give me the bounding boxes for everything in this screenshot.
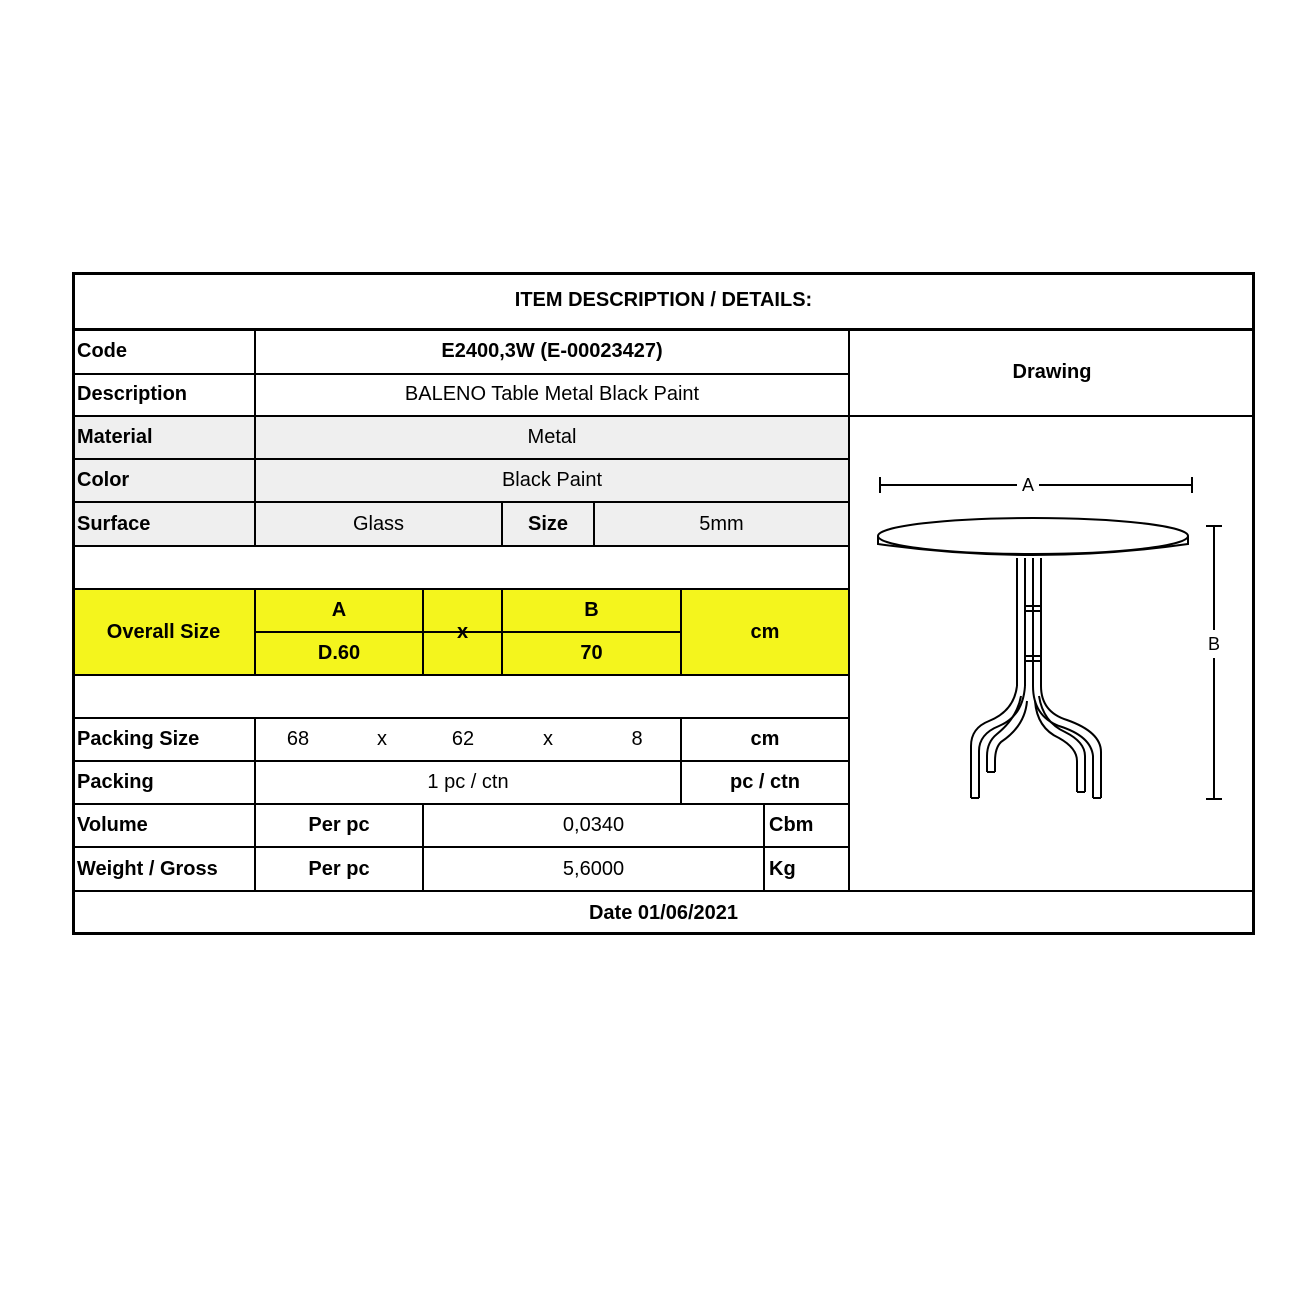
rule bbox=[254, 329, 256, 546]
packing-size-times-2: x bbox=[543, 728, 553, 750]
rule bbox=[501, 589, 503, 675]
volume-unit: Cbm bbox=[769, 814, 814, 836]
packing-size-label: Packing Size bbox=[77, 728, 200, 750]
packing-label: Packing bbox=[77, 771, 154, 793]
rule bbox=[72, 674, 849, 676]
overall-size-b-header: B bbox=[584, 599, 599, 621]
rule bbox=[72, 588, 849, 590]
rule bbox=[680, 718, 682, 804]
rule bbox=[680, 589, 682, 675]
rule bbox=[254, 589, 256, 675]
rule bbox=[72, 458, 849, 460]
dim-b-label: B bbox=[1207, 634, 1221, 654]
rule bbox=[72, 328, 1255, 331]
leg-left-back-inner bbox=[995, 701, 1027, 772]
material-value: Metal bbox=[527, 426, 577, 448]
volume-label: Volume bbox=[77, 814, 148, 836]
packing-size-length: 68 bbox=[286, 728, 310, 750]
rule bbox=[72, 846, 849, 848]
weight-label: Weight / Gross bbox=[77, 857, 218, 880]
tabletop-edge bbox=[878, 536, 1188, 555]
rule bbox=[501, 502, 503, 546]
leg-right-back-inner bbox=[1039, 696, 1085, 792]
rule bbox=[72, 760, 849, 762]
overall-size-a-header: A bbox=[331, 599, 347, 621]
packing-size-times-1: x bbox=[377, 728, 387, 750]
code-value: E2400,3W (E-00023427) bbox=[441, 339, 663, 362]
overall-size-b-value: 70 bbox=[580, 642, 603, 664]
packing-unit: pc / ctn bbox=[729, 771, 800, 793]
surface-value: Glass bbox=[352, 512, 405, 535]
weight-unit: Kg bbox=[769, 857, 796, 880]
packing-value: 1 pc / ctn bbox=[427, 771, 509, 793]
leg-left-back bbox=[987, 696, 1021, 772]
packing-size-height: 8 bbox=[631, 728, 643, 750]
material-label: Material bbox=[77, 426, 153, 448]
weight-per: Per pc bbox=[308, 857, 370, 880]
rule bbox=[422, 804, 424, 891]
table-drawing bbox=[849, 416, 1254, 890]
rule bbox=[72, 373, 849, 375]
description-value: BALENO Table Metal Black Paint bbox=[404, 383, 700, 405]
packing-size-width: 62 bbox=[451, 728, 475, 750]
tabletop-top-ellipse bbox=[878, 518, 1188, 554]
description-label: Description bbox=[77, 383, 188, 405]
weight-value: 5,6000 bbox=[562, 857, 625, 880]
date-footer: Date 01/06/2021 bbox=[588, 901, 738, 924]
rule bbox=[72, 545, 849, 547]
leg-left-outer bbox=[971, 686, 1017, 798]
rule bbox=[422, 589, 424, 675]
code-label: Code bbox=[77, 339, 127, 362]
rule bbox=[72, 890, 1255, 892]
surface-size-label: Size bbox=[527, 512, 569, 535]
overall-size-unit: cm bbox=[750, 620, 780, 643]
dim-a-label: A bbox=[1021, 475, 1035, 495]
rule bbox=[72, 501, 849, 503]
rule bbox=[255, 631, 681, 633]
color-value: Black Paint bbox=[501, 469, 603, 491]
rule bbox=[72, 717, 849, 719]
rule bbox=[254, 718, 256, 891]
volume-per: Per pc bbox=[308, 814, 370, 836]
surface-size-value: 5mm bbox=[699, 512, 744, 535]
rule bbox=[593, 502, 595, 546]
rule bbox=[72, 803, 849, 805]
sheet-title: ITEM DESCRIPTION / DETAILS: bbox=[514, 289, 813, 311]
drawing-header: Drawing bbox=[1012, 361, 1092, 383]
overall-size-label: Overall Size bbox=[106, 620, 221, 643]
packing-size-unit: cm bbox=[750, 728, 780, 750]
surface-label: Surface bbox=[77, 512, 151, 535]
rule bbox=[763, 804, 765, 891]
overall-size-a-value: D.60 bbox=[317, 642, 361, 664]
color-label: Color bbox=[77, 469, 130, 491]
volume-value: 0,0340 bbox=[562, 814, 625, 836]
